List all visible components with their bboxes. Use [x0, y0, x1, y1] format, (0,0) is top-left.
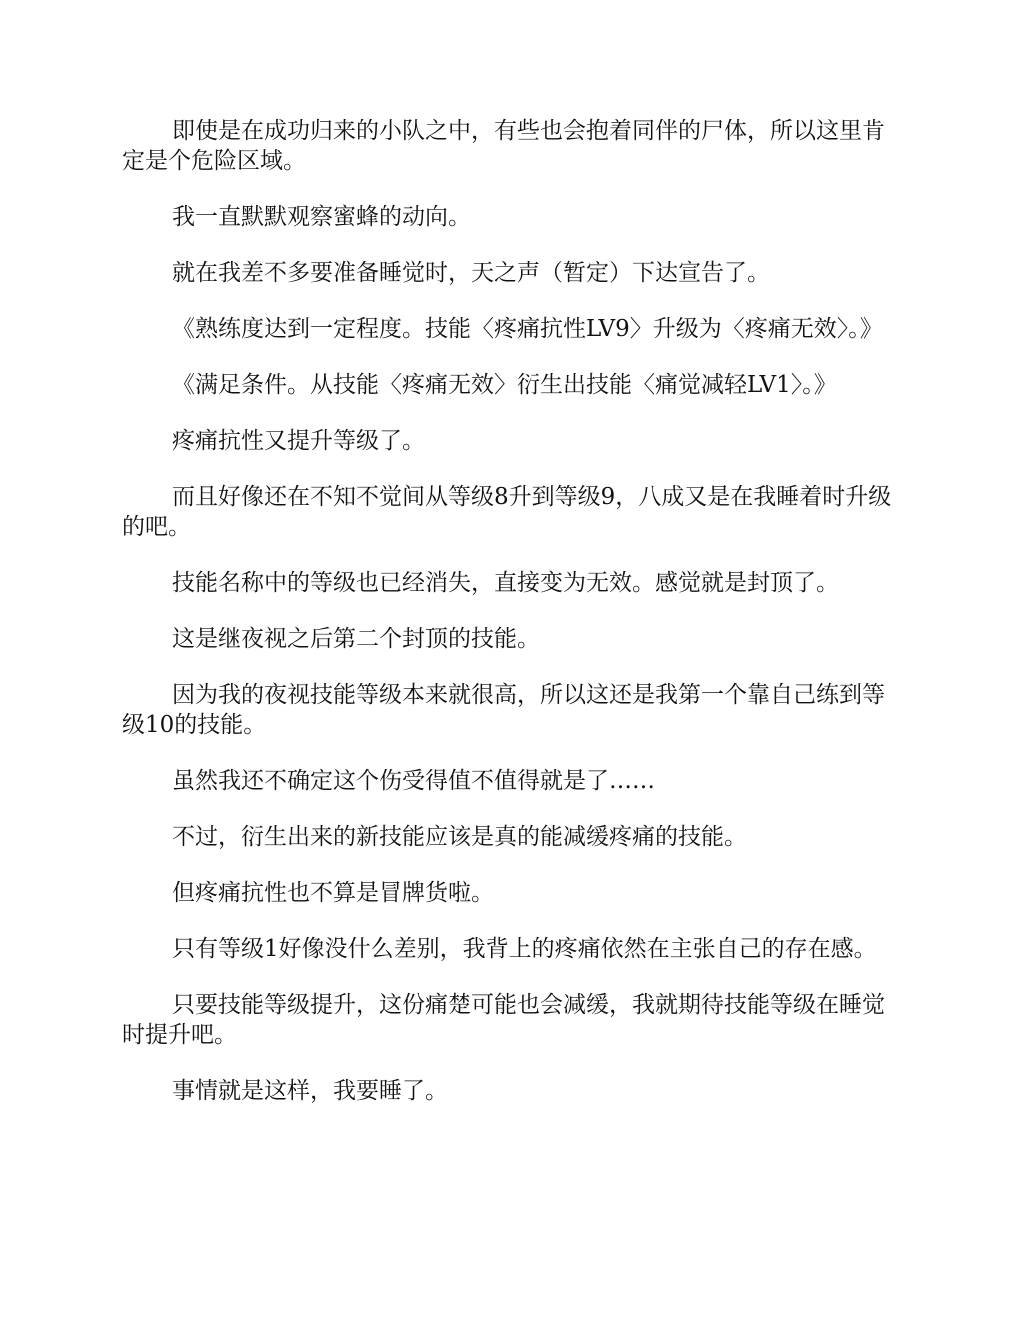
paragraph: 《满足条件。从技能〈疼痛无效〉衍生出技能〈痛觉减轻LV1〉。》 — [172, 372, 837, 398]
paragraph: 因为我的夜视技能等级本来就很高，所以这还是我第一个靠自己练到等级10的技能。 — [122, 682, 885, 738]
paragraph: 只有等级1好像没什么差别，我背上的疼痛依然在主张自己的存在感。 — [172, 936, 877, 962]
paragraph: 这是继夜视之后第二个封顶的技能。 — [172, 626, 540, 652]
paragraph: 疼痛抗性又提升等级了。 — [172, 428, 425, 454]
paragraph: 技能名称中的等级也已经消失，直接变为无效。感觉就是封顶了。 — [172, 570, 839, 596]
paragraph: 但疼痛抗性也不算是冒牌货啦。 — [172, 880, 494, 906]
paragraph: 事情就是这样，我要睡了。 — [172, 1078, 448, 1104]
paragraph: 不过，衍生出来的新技能应该是真的能减缓疼痛的技能。 — [172, 824, 747, 850]
paragraph: 就在我差不多要准备睡觉时，天之声（暂定）下达宣告了。 — [172, 260, 770, 286]
paragraph: 虽然我还不确定这个伤受得值不值得就是了…… — [172, 768, 655, 794]
paragraph: 而且好像还在不知不觉间从等级8升到等级9，八成又是在我睡着时升级的吧。 — [122, 484, 892, 540]
paragraph: 我一直默默观察蜜蜂的动向。 — [172, 204, 471, 230]
paragraph: 即使是在成功归来的小队之中，有些也会抱着同伴的尸体，所以这里肯定是个危险区域。 — [122, 118, 885, 174]
paragraph: 《熟练度达到一定程度。技能〈疼痛抗性LV9〉升级为〈疼痛无效〉。》 — [172, 316, 883, 342]
paragraph: 只要技能等级提升，这份痛楚可能也会减缓，我就期待技能等级在睡觉时提升吧。 — [122, 992, 885, 1048]
body-text — [122, 116, 898, 1132]
